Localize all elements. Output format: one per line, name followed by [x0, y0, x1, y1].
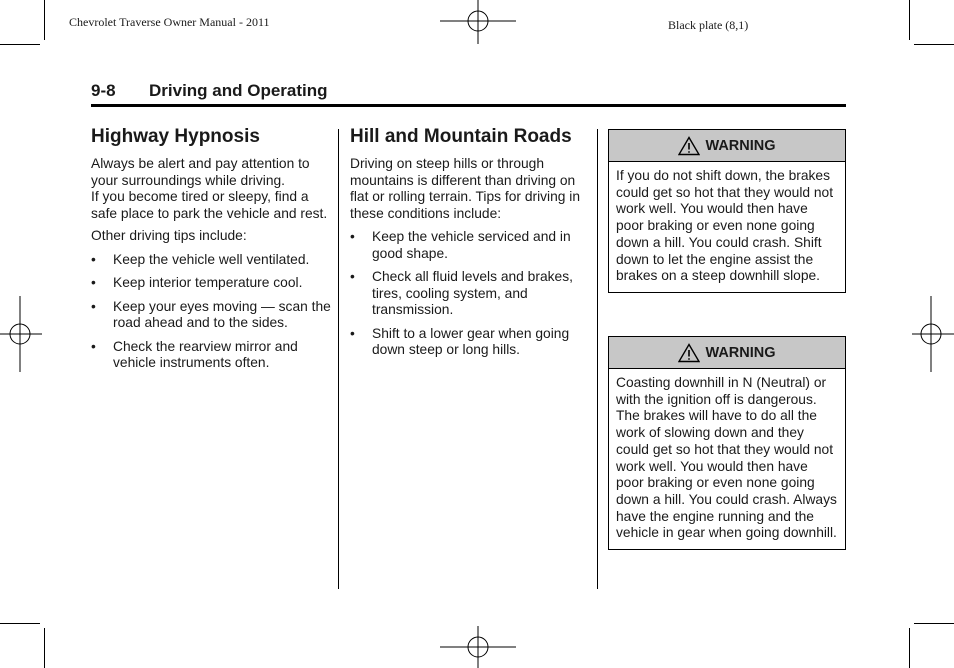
section-title: Driving and Operating: [149, 81, 328, 100]
list-item: • Keep your eyes moving — scan the road ahead and to the sides.: [91, 298, 331, 330]
crop-mark-icon: [914, 44, 954, 45]
warning-box: [608, 129, 846, 293]
list-item: • Keep the vehicle well ventilated.: [91, 251, 310, 267]
hill-mountain-title: Hill and Mountain Roads: [350, 126, 572, 147]
crop-mark-icon: [44, 0, 45, 40]
warning-triangle-icon: [678, 343, 700, 363]
list-item: • Keep interior temperature cool.: [91, 275, 303, 290]
hill-mountain-column: [350, 125, 590, 366]
registration-target-icon: [440, 0, 516, 48]
warning-header: [609, 337, 845, 369]
highway-hypnosis-column: [91, 125, 331, 379]
page-number: 9-8: [91, 81, 116, 100]
bullet: •: [350, 325, 355, 341]
registration-target-icon: [440, 622, 516, 668]
registration-target-icon: [0, 296, 46, 372]
highway-tips-list: [91, 252, 331, 372]
plate-label: Black plate (8,1): [668, 18, 749, 32]
warning-text: If you do not shift down, the brakes could get so hot that they would not work well. You would then have poor braking or even none going down a hill. You could crash. Shift down to let the engine assist the brakes on a steep downhill slope.: [616, 168, 834, 284]
list-item: • Check all fluid levels and brakes, tires, cooling system, and transmission.: [350, 269, 573, 317]
list-item: • Check the rearview mirror and vehicle instruments often.: [91, 338, 298, 370]
crop-mark-icon: [909, 628, 910, 668]
crop-mark-icon: [914, 623, 954, 624]
crop-mark-icon: [0, 623, 40, 624]
warning-label: WARNING: [705, 137, 776, 154]
bullet: •: [91, 338, 96, 354]
bullet: •: [91, 251, 96, 267]
crop-mark-icon: [44, 628, 45, 668]
highway-para-2: If you become tired or sleepy, find a safe place to park the vehicle and rest.: [91, 189, 328, 221]
list-item: • Keep the vehicle serviced and in good shape.: [350, 229, 571, 261]
highway-hypnosis-title: Highway Hypnosis: [91, 126, 260, 147]
highway-para-1: Always be alert and pay attention to your surroundings while driving.: [91, 156, 310, 188]
registration-target-icon: [908, 296, 954, 372]
column-divider: [338, 129, 339, 589]
manual-title: Chevrolet Traverse Owner Manual - 2011: [69, 15, 270, 29]
warning-text: Coasting downhill in N (Neutral) or with the ignition off is dangerous. The brakes will have to do all the work of slowing down and they could get so hot that they would not work well. You would then have poor braking or even none going down a hill. You could crash. Always have the engine running and the vehicle in gear when going downhill.: [616, 375, 837, 541]
list-item: • Shift to a lower gear when going down steep or long hills.: [350, 325, 570, 357]
crop-mark-icon: [0, 44, 40, 45]
bullet: •: [91, 298, 96, 314]
hills-tips-list: [350, 229, 590, 359]
highway-para-3: Other driving tips include:: [91, 228, 247, 243]
bullet: •: [350, 269, 355, 284]
column-divider: [597, 129, 598, 589]
hills-intro: Driving on steep hills or through mountains is different than driving on flat or rolling terrain. Tips for driving in these conditions include:: [350, 156, 581, 221]
bullet: •: [91, 275, 96, 290]
section-heading: [91, 81, 846, 107]
warning-box: [608, 336, 846, 550]
crop-mark-icon: [909, 0, 910, 40]
warning-header: [609, 130, 845, 162]
warning-label: WARNING: [705, 344, 776, 361]
warning-triangle-icon: [678, 136, 700, 156]
bullet: •: [350, 229, 355, 244]
